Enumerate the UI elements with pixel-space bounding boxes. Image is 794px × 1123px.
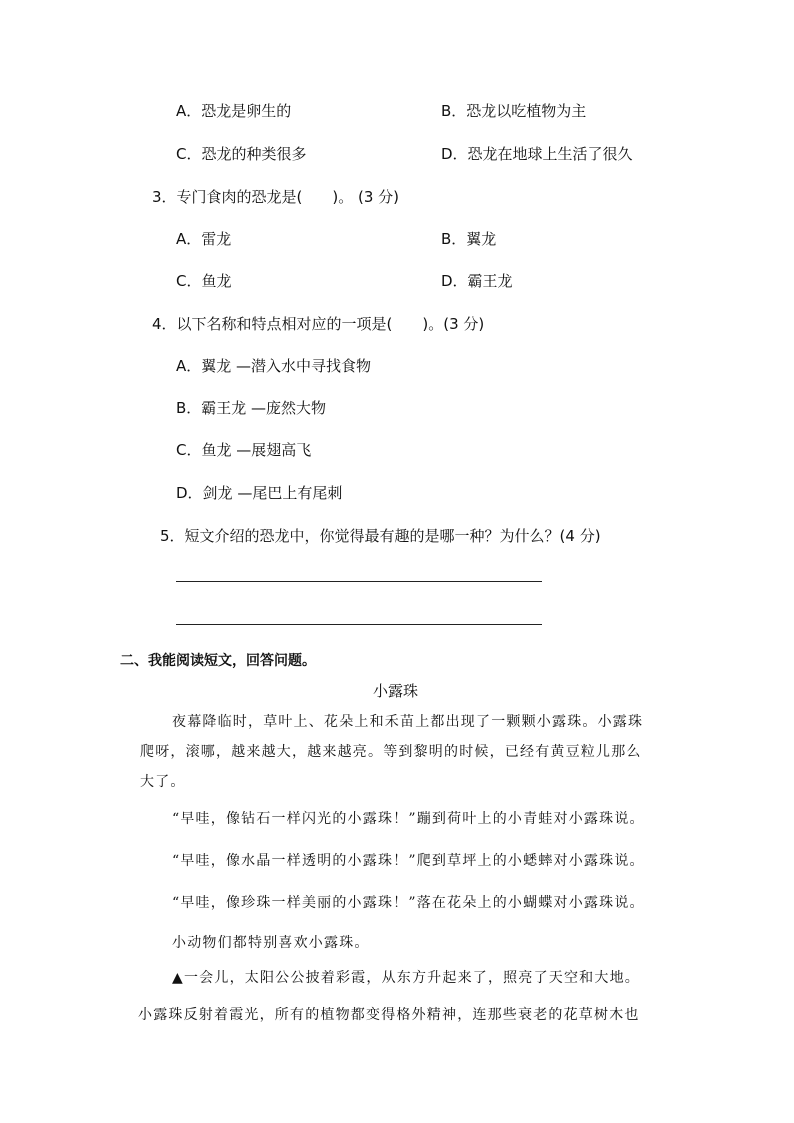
q4-option-d: D．剑龙 —尾巴上有尾刺 bbox=[176, 484, 343, 502]
answer-line-1[interactable] bbox=[176, 581, 542, 582]
passage-line-9: 小露珠反射着霞光，所有的植物都变得格外精神，连那些衰老的花草树木也 bbox=[138, 1007, 640, 1023]
passage-line-2: 爬呀，滚哪，越来越大，越来越亮。等到黎明的时候，已经有黄豆粒儿那么 bbox=[140, 744, 642, 760]
q3-option-a: A．雷龙 bbox=[176, 230, 232, 248]
q2-option-c: C．恐龙的种类很多 bbox=[176, 145, 307, 163]
passage-line-1: 夜幕降临时，草叶上、花朵上和禾苗上都出现了一颗颗小露珠。小露珠 bbox=[172, 714, 644, 730]
passage-line-5: “早哇，像水晶一样透明的小露珠！”爬到草坪上的小蟋蟀对小露珠说。 bbox=[172, 853, 645, 869]
passage-line-3: 大了。 bbox=[140, 774, 186, 790]
passage-line-8: ▲一会儿，太阳公公披着彩霞，从东方升起来了，照亮了天空和大地。 bbox=[172, 970, 640, 986]
q2-option-a: A．恐龙是卵生的 bbox=[176, 102, 292, 120]
q2-option-d: D．恐龙在地球上生活了很久 bbox=[441, 145, 633, 163]
q4-option-c: C．鱼龙 —展翅高飞 bbox=[176, 441, 312, 459]
q5-stem: 5．短文介绍的恐龙中，你觉得最有趣的是哪一种？为什么？(4 分) bbox=[160, 527, 601, 545]
q3-option-d: D．霸王龙 bbox=[441, 272, 513, 290]
q4-option-a: A．翼龙 —潜入水中寻找食物 bbox=[176, 357, 372, 375]
q4-stem: 4．以下名称和特点相对应的一项是( )。(3 分) bbox=[152, 315, 485, 333]
passage-line-4: “早哇，像钻石一样闪光的小露珠！”蹦到荷叶上的小青蛙对小露珠说。 bbox=[172, 811, 645, 827]
answer-line-2[interactable] bbox=[176, 624, 542, 625]
passage-line-6: “早哇，像珍珠一样美丽的小露珠！”落在花朵上的小蝴蝶对小露珠说。 bbox=[172, 895, 645, 911]
q3-option-c: C．鱼龙 bbox=[176, 272, 232, 290]
q2-option-b: B．恐龙以吃植物为主 bbox=[441, 102, 587, 120]
q4-option-b: B．霸王龙 —庞然大物 bbox=[176, 399, 327, 417]
section-heading: 二、我能阅读短文，回答问题。 bbox=[120, 653, 316, 669]
q3-stem: 3．专门食肉的恐龙是( )。 (3 分) bbox=[152, 188, 400, 206]
passage-line-7: 小动物们都特别喜欢小露珠。 bbox=[172, 935, 370, 951]
q3-option-b: B．翼龙 bbox=[441, 230, 497, 248]
passage-title: 小露珠 bbox=[373, 682, 419, 700]
